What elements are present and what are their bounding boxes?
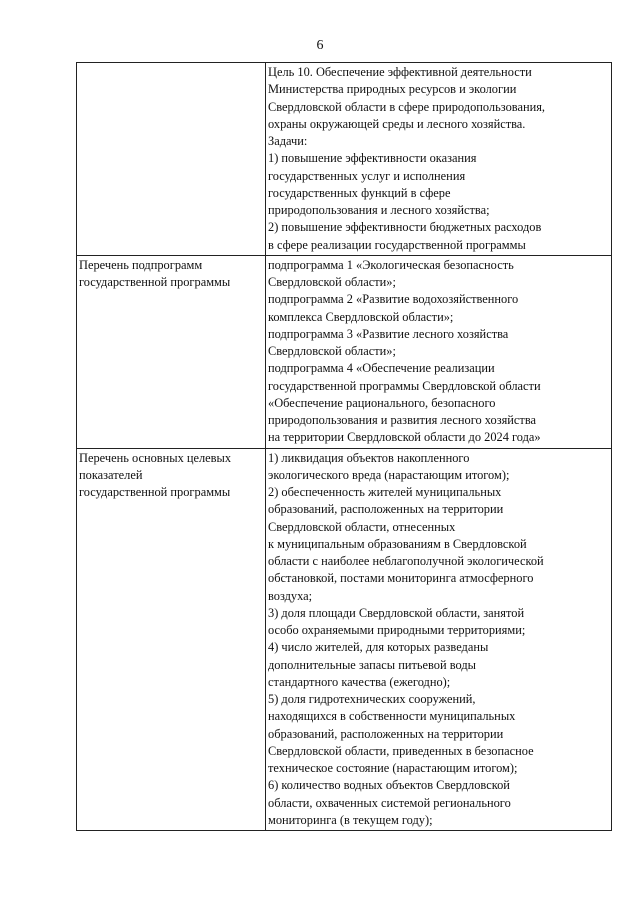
text-line: государственных услуг и исполнения: [268, 168, 466, 183]
text-line: мониторинга (в текущем году);: [268, 812, 433, 827]
text-line: 3) доля площади Свердловской области, занятой: [268, 605, 525, 620]
text-line: образований, расположенных на территории: [268, 502, 504, 517]
table-row: [77, 448, 612, 831]
text-line: стандартного качества (ежегодно);: [268, 674, 451, 689]
row-content-cell: [266, 255, 612, 448]
text-line: подпрограмма 1 «Экологическая безопасность: [268, 257, 514, 272]
text-line: области, охваченных системой регионального: [268, 795, 511, 810]
text-line: обстановкой, постами мониторинга атмосферного: [268, 571, 534, 586]
text-line: 2) обеспеченность жителей муниципальных: [268, 485, 502, 499]
text-line: находящихся в собственности муниципальных: [268, 709, 516, 724]
text-line: Задачи:: [268, 134, 308, 148]
text-line: охраны окружающей среды и лесного хозяйства.: [268, 116, 526, 131]
text-line: техническое состояние (нарастающим итогом);: [268, 761, 518, 775]
row-content-cell: [266, 63, 612, 256]
text-line: комплекса Свердловской области»;: [268, 309, 454, 324]
text-line: Свердловской области в сфере природопользования,: [268, 99, 546, 114]
text-line: в сфере реализации государственной программы: [268, 237, 526, 252]
text-line: Министерства природных ресурсов и экологии: [268, 82, 517, 97]
text-line: государственных функций в сфере: [268, 185, 451, 200]
table-body: [77, 63, 612, 831]
label-line: Перечень подпрограмм: [79, 257, 203, 272]
text-line: Цель 10. Обеспечение эффективной деятельности: [268, 65, 532, 79]
text-line: к муниципальным образованиям в Свердловской: [268, 536, 527, 551]
text-line: экологического вреда (нарастающим итогом);: [268, 467, 510, 482]
label-line: государственной программы: [79, 275, 231, 289]
text-line: природопользования и развития лесного хозяйства: [268, 413, 537, 427]
row-content-cell: [266, 448, 612, 831]
text-line: природопользования и лесного хозяйства;: [268, 203, 490, 217]
table-row: [77, 255, 612, 448]
label-line: Перечень основных целевых: [79, 450, 232, 465]
text-line: Свердловской области»;: [268, 344, 396, 358]
label-line: государственной программы: [79, 485, 231, 499]
text-line: образований, расположенных на территории: [268, 726, 504, 741]
text-line: на территории Свердловской области до 2024 года»: [268, 430, 541, 445]
text-line: государственной программы Свердловской области: [268, 378, 541, 393]
text-line: 1) ликвидация объектов накопленного: [268, 450, 470, 465]
table-row: [77, 63, 612, 256]
text-line: особо охраняемыми природными территориями;: [268, 623, 526, 637]
label-line: показателей: [79, 467, 143, 482]
text-line: Свердловской области, отнесенных: [268, 519, 456, 534]
passport-table: [76, 62, 612, 831]
text-line: воздуха;: [268, 588, 313, 603]
row-label-cell: [77, 63, 266, 256]
text-line: «Обеспечение рационального, безопасного: [268, 395, 496, 410]
text-line: подпрограмма 3 «Развитие лесного хозяйства: [268, 326, 509, 341]
row-label-cell: [77, 255, 266, 448]
text-line: подпрограмма 2 «Развитие водохозяйственного: [268, 292, 519, 307]
text-line: подпрограмма 4 «Обеспечение реализации: [268, 361, 495, 376]
text-line: 6) количество водных объектов Свердловской: [268, 778, 510, 793]
row-label-cell: [77, 448, 266, 831]
text-line: 5) доля гидротехнических сооружений,: [268, 692, 476, 706]
page-number: 6: [316, 38, 324, 53]
text-line: Свердловской области»;: [268, 275, 396, 289]
text-line: 2) повышение эффективности бюджетных расходов: [268, 220, 542, 235]
text-line: дополнительные запасы питьевой воды: [268, 657, 476, 672]
text-line: 4) число жителей, для которых разведаны: [268, 640, 489, 655]
text-line: области с наиболее неблагополучной экологической: [268, 554, 544, 568]
text-line: 1) повышение эффективности оказания: [268, 151, 477, 166]
text-line: Свердловской области, приведенных в безопасное: [268, 743, 534, 758]
